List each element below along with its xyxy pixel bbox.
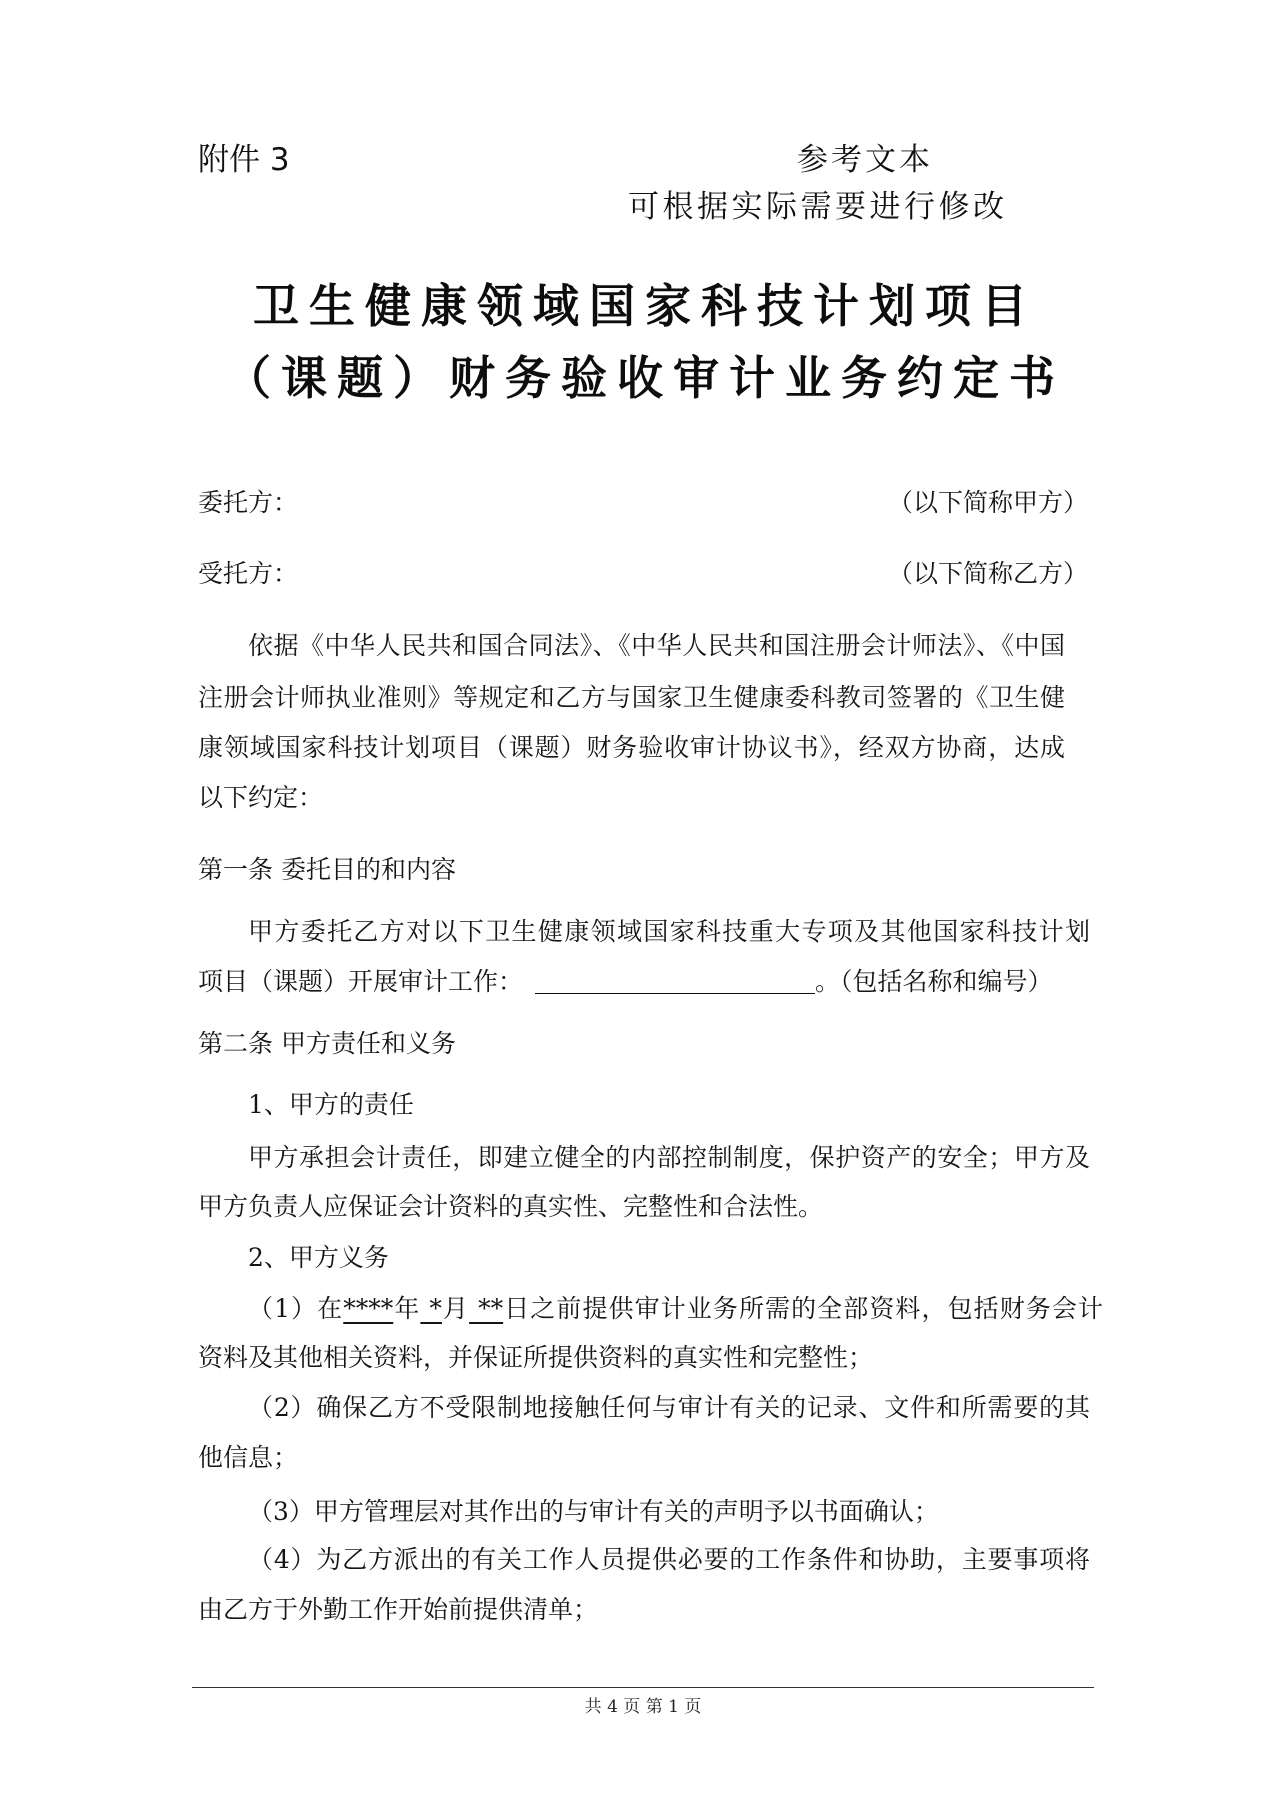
- modify-note: 可根据实际需要进行修改: [628, 189, 1008, 225]
- article1-project-line: [198, 964, 1053, 1000]
- article2-heading: 第二条 甲方责任和义务: [198, 1029, 456, 1058]
- obligation-item1-line: [248, 1291, 1103, 1327]
- item1-prefix: （1）在: [248, 1294, 344, 1323]
- reference-text-label: 参考文本: [797, 142, 933, 178]
- obligation-item1-line2: 资料及其他相关资料，并保证所提供资料的真实性和完整性；: [198, 1343, 874, 1372]
- page-number: 共 4 页 第 1 页: [584, 1697, 702, 1717]
- item1-day-placeholder: **: [469, 1294, 504, 1323]
- item1-rest: 日之前提供审计业务所需的全部资料，包括财务会计: [503, 1294, 1103, 1323]
- contractor-label: 受托方：: [198, 559, 299, 588]
- preamble-line: 以下约定：: [198, 783, 324, 812]
- obligation-item2-line: （2）确保乙方不受限制地接触任何与审计有关的记录、文件和所需要的其: [248, 1393, 1090, 1422]
- project-name-blank: [535, 969, 815, 994]
- document-title-line1: 卫生健康领域国家科技计划项目: [253, 279, 1037, 333]
- preamble-line: 康领域国家科技计划项目（课题）财务验收审计协议书》，经双方协商，达成: [198, 733, 1065, 762]
- article1-project-prefix: 项目（课题）开展审计工作：: [198, 967, 524, 996]
- contractor-alias: （以下简称乙方）: [887, 559, 1088, 588]
- client-label: 委托方：: [198, 488, 299, 517]
- document-title-line2: （课题）财务验收审计业务约定书: [225, 351, 1065, 405]
- obligation-item4-line: 由乙方于外勤工作开始前提供清单；: [198, 1595, 599, 1624]
- responsibility-line: 甲方负责人应保证会计资料的真实性、完整性和合法性。: [198, 1192, 824, 1221]
- obligation-item4-line: （4）为乙方派出的有关工作人员提供必要的工作条件和协助，主要事项将: [248, 1545, 1090, 1574]
- preamble-line: 依据《中华人民共和国合同法》、《中华人民共和国注册会计师法》、《中国: [248, 631, 1065, 660]
- responsibility-line: 甲方承担会计责任，即建立健全的内部控制制度，保护资产的安全；甲方及: [248, 1143, 1090, 1172]
- item1-year-placeholder: ****: [343, 1294, 394, 1323]
- item1-month-unit: 月: [441, 1294, 470, 1323]
- article1-line: 甲方委托乙方对以下卫生健康领域国家科技重大专项及其他国家科技计划: [248, 917, 1090, 946]
- obligations-subheading: 2、甲方义务: [248, 1243, 389, 1272]
- client-row: [198, 485, 1088, 521]
- attachment-label: 附件 3: [198, 142, 290, 178]
- item1-year-unit: 年: [393, 1294, 421, 1323]
- preamble-line: 注册会计师执业准则》等规定和乙方与国家卫生健康委科教司签署的《卫生健: [198, 683, 1065, 712]
- item1-month-placeholder: *: [420, 1294, 442, 1323]
- article1-heading: 第一条 委托目的和内容: [198, 855, 456, 884]
- client-alias: （以下简称甲方）: [887, 488, 1088, 517]
- footer-divider: [192, 1687, 1094, 1688]
- obligation-item2-line: 他信息；: [198, 1443, 299, 1472]
- contractor-row: [198, 556, 1088, 592]
- obligation-item3-line: （3）甲方管理层对其作出的与审计有关的声明予以书面确认；: [248, 1497, 939, 1526]
- responsibility-subheading: 1、甲方的责任: [248, 1090, 414, 1119]
- article1-project-suffix: 。（包括名称和编号）: [815, 967, 1053, 996]
